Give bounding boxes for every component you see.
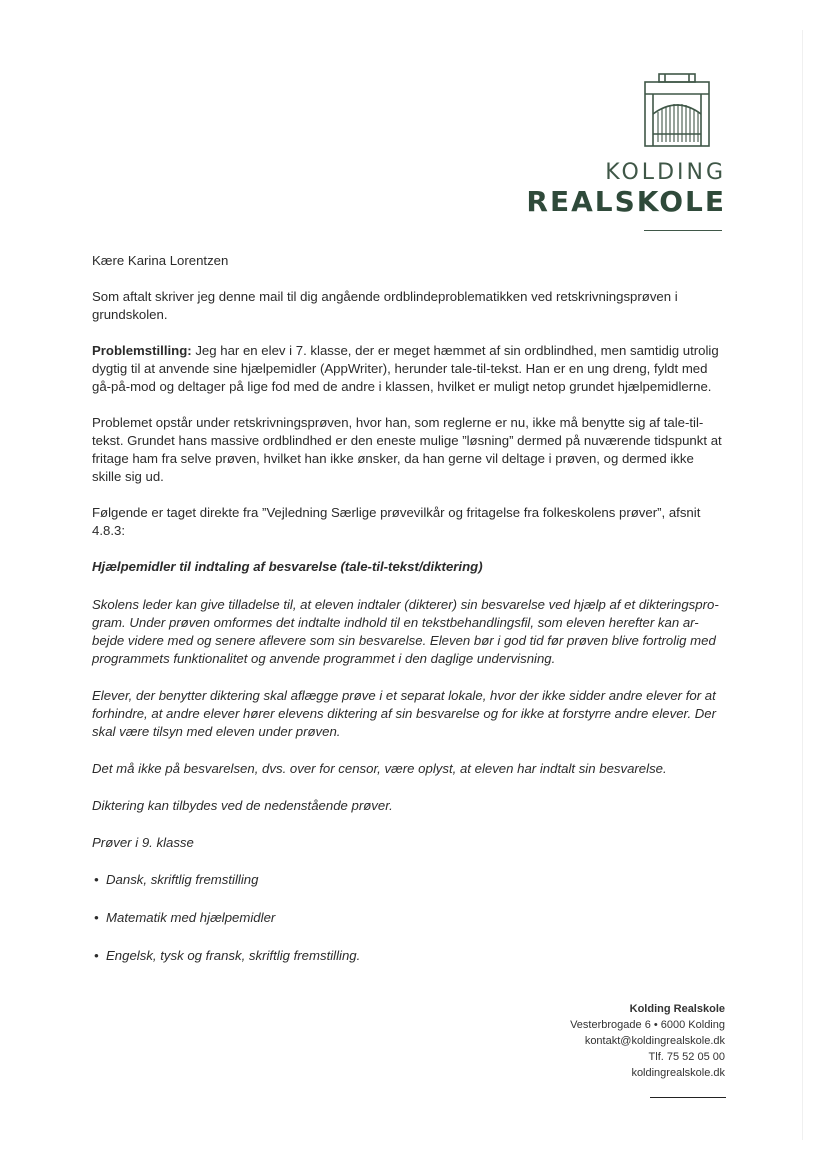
footer-website: koldingrealskole.dk xyxy=(631,1067,725,1079)
source-paragraph: Følgende er taget direkte fra ”Vejledning Særlige prøvevilkår og fritagelse fra folkeskolens prøver”, afsnit 4.8.3: xyxy=(92,505,701,538)
quote-paragraph-4: Diktering kan tilbydes ved de nedenstående prøver. xyxy=(92,798,393,813)
quote-heading: Hjælpemidler til indtaling af besvarelse (tale-til-tekst/diktering) xyxy=(92,559,483,574)
footer-email: kontakt@koldingrealskole.dk xyxy=(584,1035,725,1047)
gate-icon xyxy=(639,72,715,148)
problem-label: Problemstilling: xyxy=(92,343,192,358)
list-item-text: Matematik med hjælpemidler xyxy=(106,910,276,925)
list-item xyxy=(94,947,724,965)
quote-paragraph-3: Det må ikke på besvarelsen, dvs. over for censor, være oplyst, at eleven har indtalt sin besvarelse. xyxy=(92,761,667,776)
footer-phone: Tlf. 75 52 05 00 xyxy=(648,1051,725,1063)
intro-paragraph: Som aftalt skriver jeg denne mail til dig angående ordblindeproblematikken ved retskrivningsprøven i grundskolen. xyxy=(92,289,678,322)
logo-line-kolding: KOLDING xyxy=(605,160,726,185)
greeting: Kære Karina Lorentzen xyxy=(92,253,229,268)
quote-paragraph-5: Prøver i 9. klasse xyxy=(92,835,194,850)
scan-edge xyxy=(802,30,803,1140)
footer-address: Vesterbrogade 6 • 6000 Kolding xyxy=(570,1019,725,1031)
issue-paragraph: Problemet opstår under retskrivningsprøven, hvor han, som reglerne er nu, ikke må benytte sig af tale-til-tekst. Grundet hans massive ordblindhed er den eneste mulige ”løsning” dermed på nuværende tidspunkt at fritage ham fra selve prøven, hvilket han ikke ønsker, da han gerne vil deltage i prøven, og dermed ikke skille sig ud. xyxy=(92,415,722,484)
list-item-text: Dansk, skriftlig fremstilling xyxy=(106,872,259,887)
footer-contact xyxy=(570,1001,725,1081)
list-item xyxy=(94,871,724,889)
footer-school-name: Kolding Realskole xyxy=(629,1003,725,1015)
problem-paragraph xyxy=(92,342,724,396)
problem-text: Jeg har en elev i 7. klasse, der er meget hæmmet af sin ordblindhed, men samtidig utrolig dygtig til at anvende sine hjælpemidler (AppWriter), herunder tale-til-tekst. Han er en ung dreng, fyldt med gå-på-mod og deltager på lige fod med de andre i klassen, hvilket er muligt netop grundet hjælpemidlerne. xyxy=(92,343,719,394)
bullet-icon: • xyxy=(94,948,99,963)
list-item-text: Engelsk, tysk og fransk, skriftlig fremstilling. xyxy=(106,948,361,963)
footer-divider xyxy=(650,1097,726,1098)
list-item xyxy=(94,909,724,927)
quote-paragraph-1: Skolens leder kan give tilladelse til, at eleven indtaler (dikterer) sin besvarelse ved hjælp af et dikteringspro-gram. Under prøven omformes det indtalte indhold til en tekstbehandlingsfil, som eleven herefter kan ar-bejde videre med og senere aflevere som sin besvarelse. Eleven bør i god tid før prøven blive fortrolig med programmets funktionalitet og anvende programmet i den daglige undervisning. xyxy=(92,597,719,666)
bullet-icon: • xyxy=(94,910,99,925)
logo-line-realskole: REALSKOLE xyxy=(526,185,726,218)
letter-body xyxy=(92,252,724,985)
logo-divider xyxy=(644,230,722,231)
bullet-icon: • xyxy=(94,872,99,887)
school-logo xyxy=(526,72,726,232)
quote-paragraph-2: Elever, der benytter diktering skal aflægge prøve i et separat lokale, hvor der ikke sidder andre elever for at forhindre, at andre elever hører elevens diktering af sin besvarelse og for ikke at forstyrre andre elever. Der skal være tilsyn med eleven under prøven. xyxy=(92,688,717,739)
